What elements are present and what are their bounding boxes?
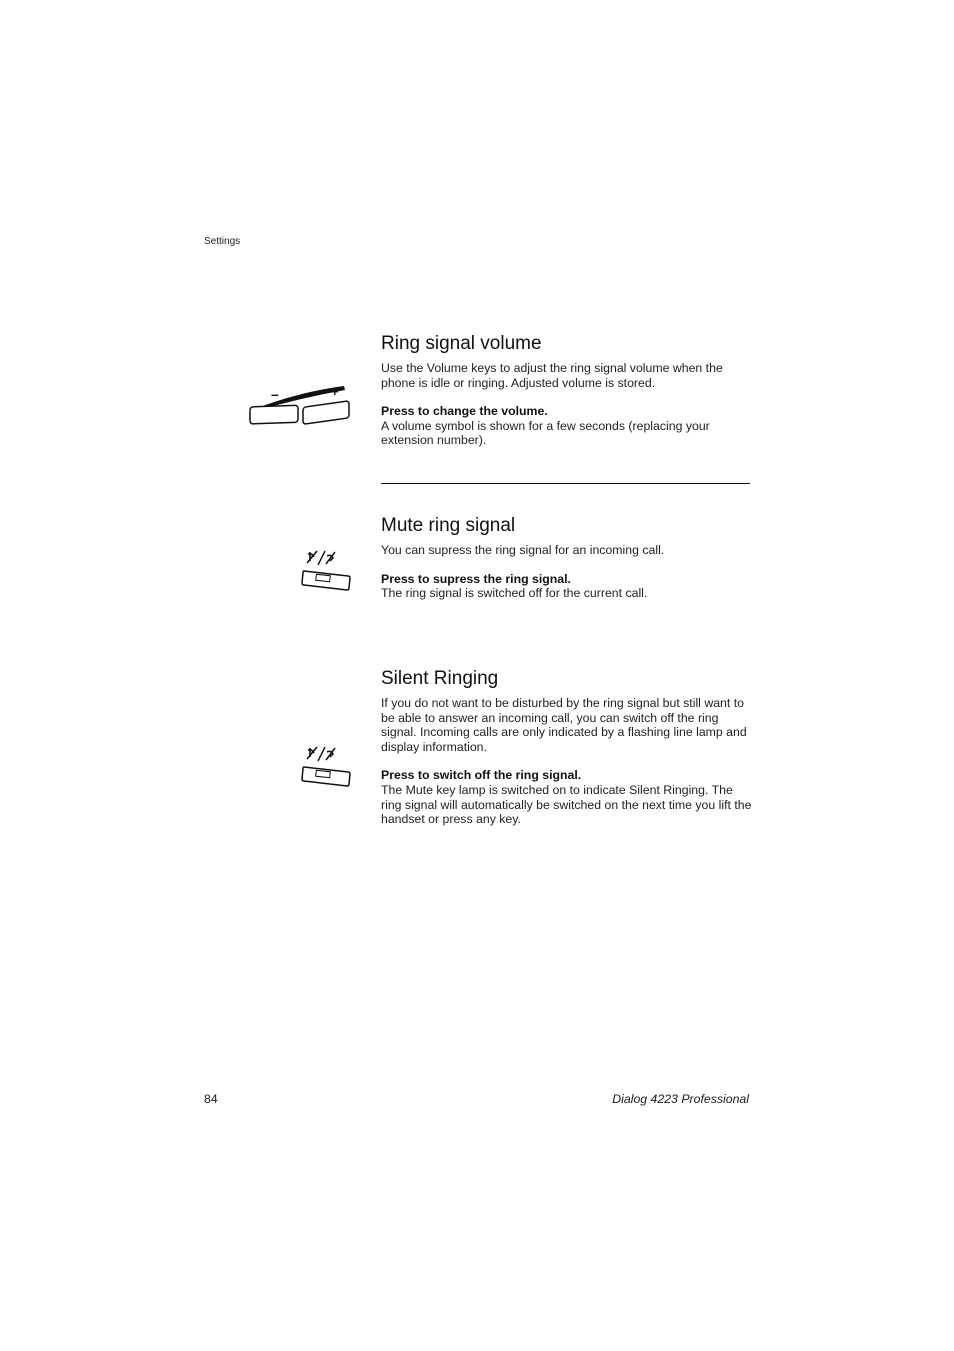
product-name: Dialog 4223 Professional — [612, 1092, 749, 1106]
section-mute-ring-signal — [381, 515, 753, 601]
mute-key-icon — [300, 548, 354, 594]
minus-label: – — [271, 386, 279, 402]
action-instruction: Press to switch off the ring signal. — [381, 768, 582, 783]
action-result: The ring signal is switched off for the current call. — [381, 586, 648, 601]
section-title: Ring signal volume — [381, 333, 542, 354]
section-title: Silent Ringing — [381, 668, 499, 689]
section-silent-ringing — [381, 668, 753, 827]
section-intro: You can supress the ring signal for an incoming call. — [381, 543, 665, 557]
action-result: The Mute key lamp is switched on to indicate Silent Ringing. The ring signal will automatically be switched on the next time you lift the handset or press any key. — [381, 782, 752, 827]
mute-key-icon — [300, 744, 354, 790]
section-ring-signal-volume — [381, 333, 753, 448]
page-number: 84 — [204, 1092, 218, 1106]
volume-keys-icon — [248, 382, 352, 428]
action-instruction: Press to change the volume. — [381, 404, 548, 419]
section-intro: If you do not want to be disturbed by the ring signal but still want to be able to answer an incoming call, you can switch off the ring signal. Incoming calls are only indicated by a flashing line lamp and display information. — [381, 696, 747, 754]
section-intro: Use the Volume keys to adjust the ring signal volume when the phone is idle or ringing. Adjusted volume is stored. — [381, 361, 723, 390]
action-result: A volume symbol is shown for a few seconds (replacing your extension number). — [381, 418, 710, 448]
action-instruction: Press to supress the ring signal. — [381, 571, 571, 586]
running-header: Settings — [204, 236, 241, 247]
section-title: Mute ring signal — [381, 515, 516, 536]
plus-label: + — [331, 384, 339, 399]
section-divider — [381, 483, 750, 484]
